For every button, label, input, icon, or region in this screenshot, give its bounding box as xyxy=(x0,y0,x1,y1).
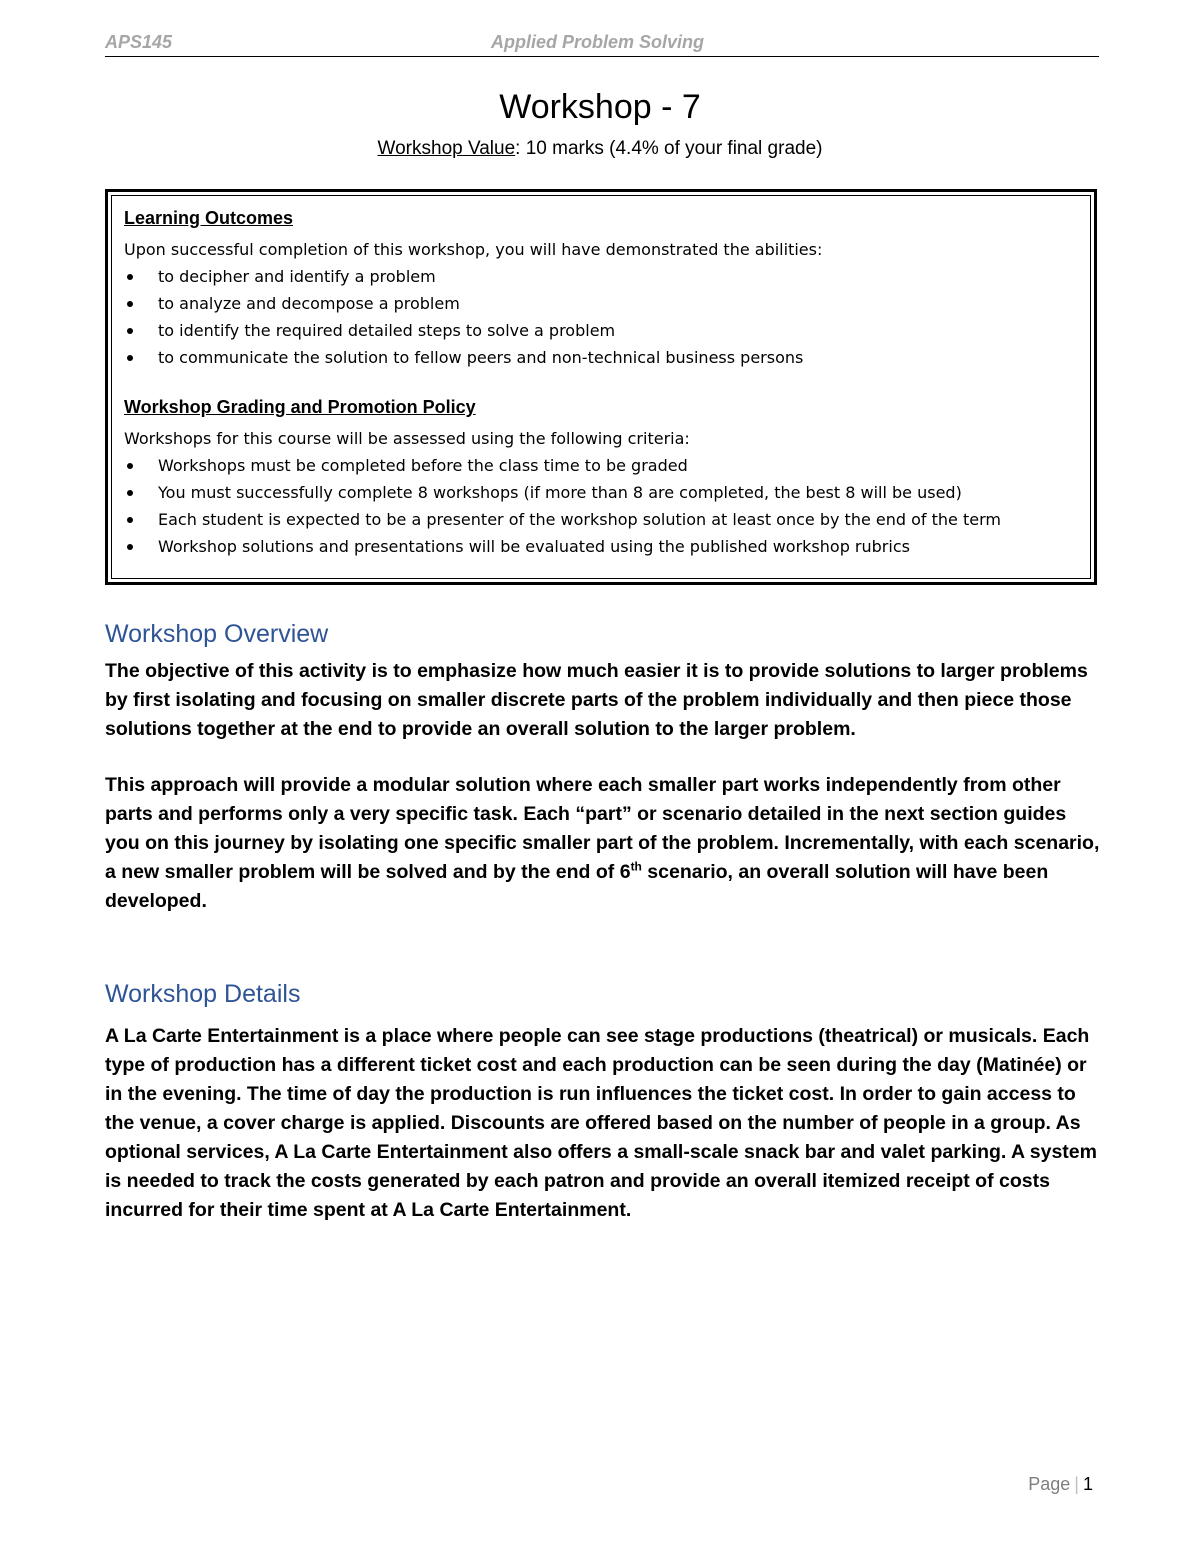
course-name: Applied Problem Solving xyxy=(491,32,705,52)
page-title: Workshop - 7 xyxy=(499,88,701,126)
outcomes-policy-box-inner xyxy=(111,195,1091,579)
details-heading: Workshop Details xyxy=(105,980,301,1008)
workshop-value-label: Workshop Value xyxy=(377,138,516,159)
overview-paragraph-2-start: This approach will provide a modular solution where each smaller part works independently from other parts and performs only a very specific task. Each “part” or scenario detailed in the next section guides you on this journey by isolating one specific smaller part of the problem. Incrementally, with each scenario, a new smaller problem will be solved and by the end of 6 xyxy=(105,774,1100,883)
workshop-value xyxy=(0,138,1200,160)
overview-paragraph-2-end: scenario, an overall solution will have been developed. xyxy=(105,861,1049,912)
outcomes-policy-box xyxy=(105,189,1097,585)
learning-outcomes-intro: Upon successful completion of this workshop, you will have demonstrated the abilities: xyxy=(124,240,823,259)
grading-policy-list xyxy=(124,452,1078,560)
list-item: to communicate the solution to fellow peers and non-technical business persons xyxy=(124,344,1078,371)
list-item: to decipher and identify a problem xyxy=(124,263,1078,290)
grading-policy-heading: Workshop Grading and Promotion Policy xyxy=(124,397,476,417)
grading-policy-intro: Workshops for this course will be assessed using the following criteria: xyxy=(124,429,690,448)
ordinal-suffix: th xyxy=(630,859,642,874)
page-header xyxy=(105,30,1099,57)
overview-paragraph-1: The objective of this activity is to emphasize how much easier it is to provide solutions to larger problems by first isolating and focusing on smaller discrete parts of the problem individually and then piece those solutions together at the end to provide an overall solution to the larger problem. xyxy=(105,660,1088,740)
page-footer xyxy=(1028,1474,1093,1495)
list-item: to identify the required detailed steps to solve a problem xyxy=(124,317,1078,344)
learning-outcomes-heading: Learning Outcomes xyxy=(124,208,294,228)
list-item: Workshop solutions and presentations will be evaluated using the published workshop rubrics xyxy=(124,533,1078,560)
list-item: Each student is expected to be a presenter of the workshop solution at least once by the end of the term xyxy=(124,506,1078,533)
details-paragraph: A La Carte Entertainment is a place where people can see stage productions (theatrical) or musicals. Each type of production has a different ticket cost and each production can be seen during the day (Matinée) or in the evening. The time of day the production is run influences the ticket cost. In order to gain access to the venue, a cover charge is applied. Discounts are offered based on the number of people in a group. As optional services, A La Carte Entertainment also offers a small-scale snack bar and valet parking. A system is needed to track the costs generated by each patron and provide an overall itemized receipt of costs incurred for their time spent at A La Carte Entertainment. xyxy=(105,1025,1097,1221)
list-item: You must successfully complete 8 workshops (if more than 8 are completed, the best 8 will be used) xyxy=(124,479,1078,506)
page-separator: | xyxy=(1074,1474,1079,1494)
page-number: 1 xyxy=(1082,1474,1093,1494)
overview-heading: Workshop Overview xyxy=(105,620,329,648)
page-label: Page xyxy=(1028,1474,1071,1494)
list-item: to analyze and decompose a problem xyxy=(124,290,1078,317)
list-item: Workshops must be completed before the class time to be graded xyxy=(124,452,1078,479)
learning-outcomes-list xyxy=(124,263,1078,371)
course-code: APS145 xyxy=(105,32,173,52)
overview-paragraph-2 xyxy=(105,771,1100,916)
workshop-value-text: : 10 marks (4.4% of your final grade) xyxy=(515,138,823,159)
